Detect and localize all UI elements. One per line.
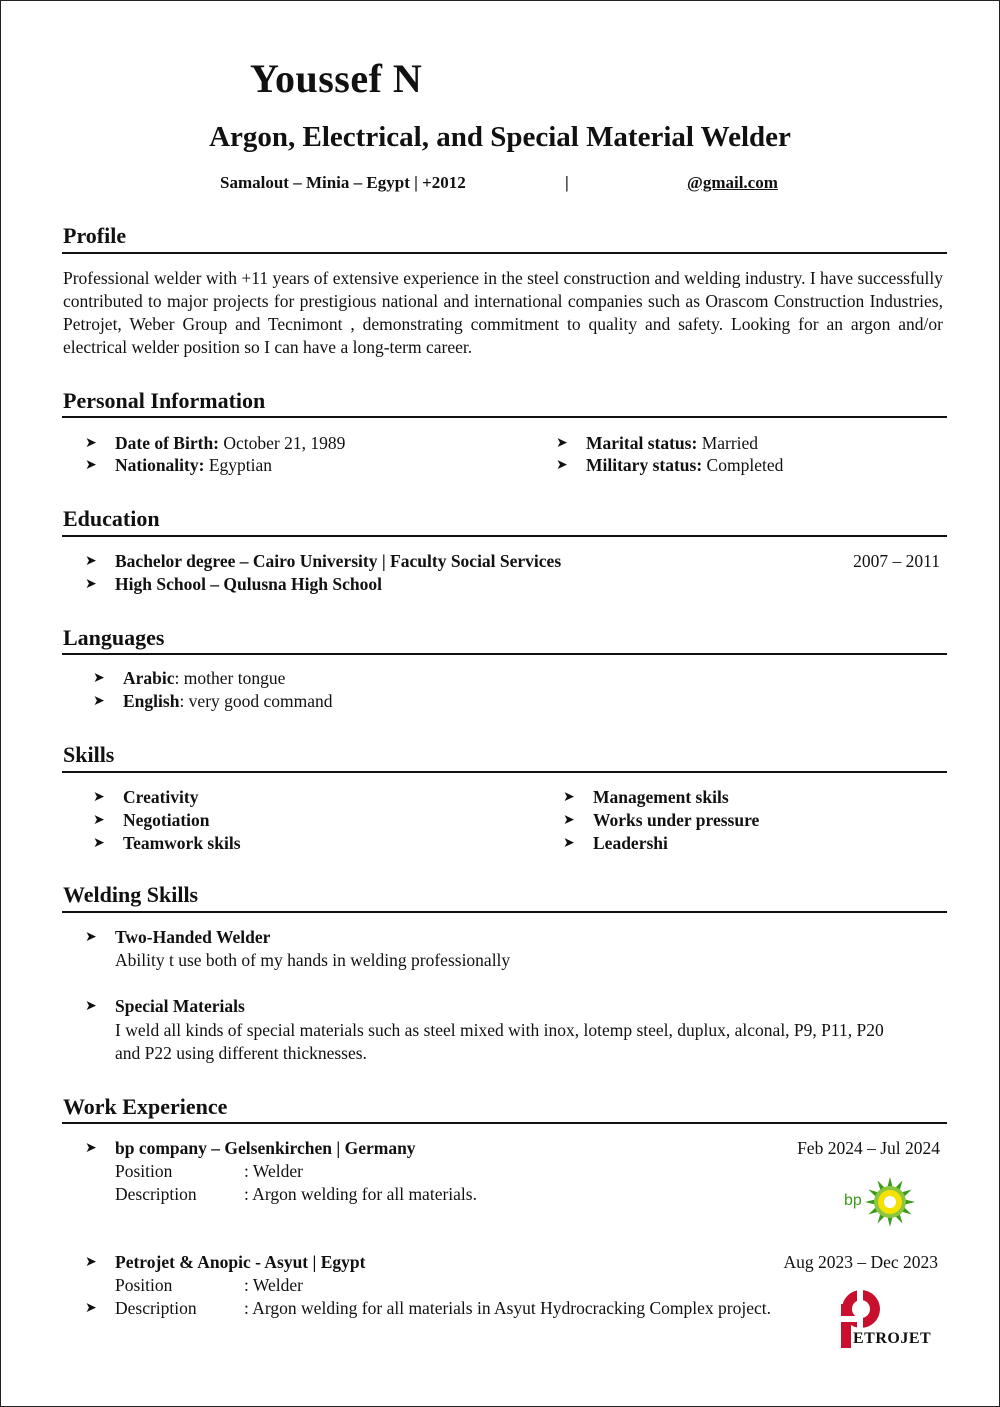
bp-logo [843,1176,918,1228]
section-divider [62,535,947,537]
job-dates: Aug 2023 – Dec 2023 [783,1252,938,1272]
arrowhead-bullet-icon: ➤ [85,458,97,473]
section-divider [62,653,947,655]
welding-skill-desc-cont: and P22 using different thicknesses. [115,1043,367,1063]
language-level: : mother tongue [174,668,286,688]
petrojet-logo [838,1288,938,1350]
dob-label: Date of Birth: [115,433,220,453]
job-description: : Argon welding for all materials in Asyut Hydrocracking Complex project. [244,1298,771,1318]
contact-separator: | [565,173,569,192]
arrowhead-bullet-icon: ➤ [85,1255,97,1270]
welding-skill-title: Special Materials [115,996,245,1016]
skill-item: Teamwork skils [123,833,241,853]
arrowhead-bullet-icon: ➤ [556,458,568,473]
nationality-label: Nationality: [115,455,205,475]
section-divider [62,1122,947,1124]
arrowhead-bullet-icon: ➤ [93,836,105,851]
job-title: Argon, Electrical, and Special Material Welder [209,121,791,153]
arrowhead-bullet-icon: ➤ [85,577,97,592]
marital-label: Marital status: [586,433,698,453]
arrowhead-bullet-icon: ➤ [85,930,97,945]
contact-address: Samalout – Minia – Egypt | +2012 [220,173,466,192]
job-position-label: Position [115,1275,173,1295]
welding-skill-title: Two-Handed Welder [115,927,271,947]
personal-nationality [115,455,272,476]
petrojet-logo-text: ETROJET [853,1330,932,1347]
welding-skill-desc: I weld all kinds of special materials such as steel mixed with inox, lotemp steel, duplux, alconal, P9, P11, P20 [115,1020,884,1040]
arrowhead-bullet-icon: ➤ [93,813,105,828]
language-label: Arabic [123,668,175,688]
language-english [123,691,333,712]
job-description-label: Description [115,1298,197,1318]
profile-heading: Profile [63,223,127,248]
bp-logo-text: bp [844,1192,862,1209]
job-description-label: Description [115,1184,197,1204]
contact-line [220,173,778,193]
arrowhead-bullet-icon: ➤ [556,436,568,451]
marital-value: Married [697,433,759,453]
education-dates: 2007 – 2011 [853,551,940,571]
section-divider [62,771,947,773]
candidate-name: Youssef N [250,56,423,101]
section-divider [62,911,947,913]
work-heading: Work Experience [63,1094,228,1119]
welding-skill-desc: Ability t use both of my hands in welding professionally [115,950,511,970]
arrowhead-bullet-icon: ➤ [85,1141,97,1156]
personal-dob [115,433,345,454]
arrowhead-bullet-icon: ➤ [85,554,97,569]
section-divider [62,416,947,418]
education-highschool: High School – Qulusna High School [115,574,382,594]
education-degree: Bachelor degree – Cairo University | Faculty Social Services [115,551,562,571]
job-position: : Welder [244,1161,304,1181]
skill-item: Negotiation [123,810,210,830]
job-description: : Argon welding for all materials. [244,1184,477,1204]
skill-item: Leadershi [593,833,668,853]
arrowhead-bullet-icon: ➤ [93,694,105,709]
job-position-label: Position [115,1161,173,1181]
arrowhead-bullet-icon: ➤ [85,436,97,451]
arrowhead-bullet-icon: ➤ [563,836,575,851]
arrowhead-bullet-icon: ➤ [93,790,105,805]
skill-item: Works under pressure [593,810,760,830]
dob-value: October 21, 1989 [219,433,346,453]
language-level: : very good command [179,691,333,711]
email-link[interactable]: @gmail.com [687,173,778,192]
skill-item: Management skils [593,787,729,807]
personal-marital [586,433,758,454]
section-divider [62,252,947,254]
personal-military [586,455,783,476]
profile-text: Professional welder with +11 years of extensive experience in the steel construction and welding industry. I have successfully contributed to major projects for prestigious national and international companies such as Orascom Construction Industries, Petrojet, Weber Group and Tecnimont , demonstrating commitment to quality and safety. Looking for an argon and/or electrical welder position so I can have a long-term career. [63,268,943,357]
arrowhead-bullet-icon: ➤ [563,790,575,805]
job-dates: Feb 2024 – Jul 2024 [797,1138,940,1158]
education-heading: Education [63,506,160,531]
skill-item: Creativity [123,787,199,807]
welding-heading: Welding Skills [63,882,199,907]
arrowhead-bullet-icon: ➤ [85,999,97,1014]
arrowhead-bullet-icon: ➤ [563,813,575,828]
language-arabic [123,668,285,689]
job-position: : Welder [244,1275,304,1295]
arrowhead-bullet-icon: ➤ [85,1301,97,1316]
arrowhead-bullet-icon: ➤ [93,671,105,686]
nationality-value: Egyptian [204,455,273,475]
language-label: English [123,691,180,711]
personal-heading: Personal Information [63,388,266,413]
languages-heading: Languages [63,625,165,650]
military-label: Military status: [586,455,703,475]
military-value: Completed [702,455,784,475]
job-company: Petrojet & Anopic - Asyut | Egypt [115,1252,366,1272]
job-company: bp company – Gelsenkirchen | Germany [115,1138,416,1158]
skills-heading: Skills [63,742,115,767]
